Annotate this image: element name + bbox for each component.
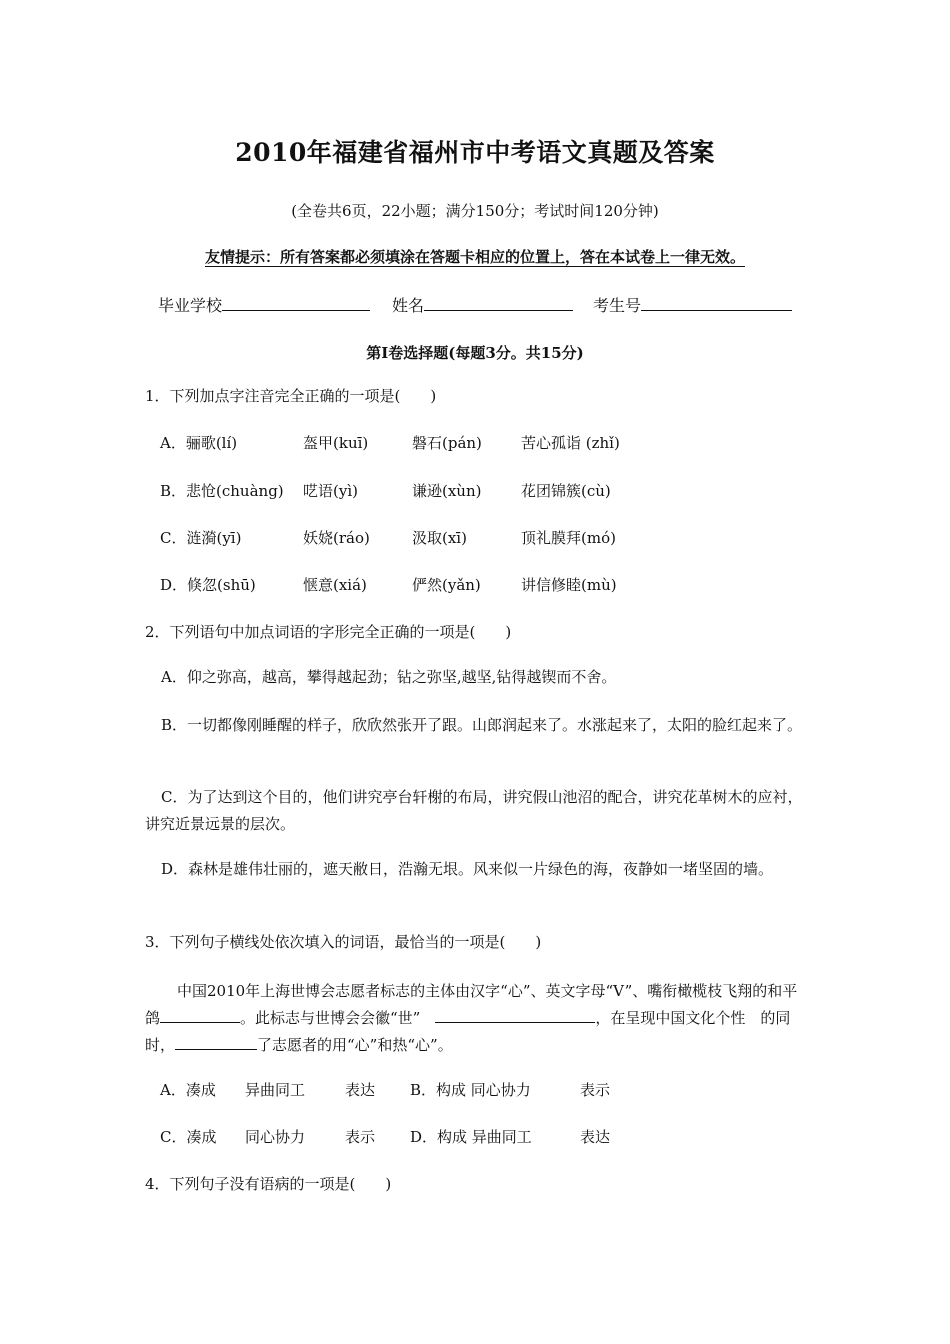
name-field [392,293,573,316]
q3-option-c-2: 同心协力 [245,1128,306,1146]
q1-option-a-1: A．骊歌(lí) [160,434,238,452]
q1-option-d-2: 惬意(xiá) [303,576,367,594]
exam-number-field [593,293,792,316]
q1-option-b-2: 呓语(yì) [303,482,358,500]
q3-passage-part-3: ，在呈现中国文化个性 的同时， [145,1009,791,1054]
q1-option-d-1: D．倏忽(shū) [160,576,256,594]
q1-option-a-3: 磐石(pán) [412,434,482,452]
q2-option-a: A．仰之弥高，越高，攀得越起劲；钻之弥坚,越坚,钻得越锲而不舍。 [161,668,617,686]
q3-option-b-2: 表示 [580,1081,611,1099]
q2-option-b: B．一切都像刚睡醒的样子，欣欣然张开了跟。山郎润起来了。水涨起来了，太阳的脸红起来了。 [161,716,803,734]
q3-option-c-3: 表示 [345,1128,376,1146]
q1-option-d-3: 俨然(yǎn) [412,576,481,594]
question-1-stem: 1．下列加点字注音完全正确的一项是( ) [145,387,437,405]
q3-option-d-2: 表达 [580,1128,611,1146]
q2-option-c: C．为了达到这个目的，他们讲究亭台轩榭的布局，讲究假山池沼的配合，讲究花革树木的应衬，讲究近景远景的层次。 [145,788,803,833]
q3-passage-part-4: 了志愿者的用“心”和热“心”。 [257,1036,453,1054]
q1-option-a-2: 盔甲(kuī) [303,434,369,452]
q3-blank-1 [160,1008,240,1023]
q1-option-c-1: C．涟漪(yī) [160,529,242,547]
school-label: 毕业学校 [158,296,223,315]
q1-option-c-4: 顶礼膜拜(mó) [521,529,616,547]
q3-option-d-1: D．构成 异曲同工 [410,1128,532,1146]
q1-option-c-2: 妖娆(ráo) [303,529,370,547]
section-title: 第Ⅰ卷选择题(每题3分。共15分) [366,344,584,362]
question-2-stem: 2．下列语句中加点词语的字形完全正确的一项是( ) [145,623,512,641]
exam-number-blank [641,296,792,311]
name-blank [424,296,573,311]
q3-passage-part-1: 中国2010年上海世博会志愿者标志的主体由汉字“心”、英文字母“V”、嘴衔橄榄枝飞翔的和平鸽 [145,982,798,1027]
q3-passage-part-2: 。此标志与世博会会徽“世” [240,1009,421,1027]
q3-option-a-3: 表达 [345,1081,376,1099]
q3-blank-2 [435,1008,595,1023]
q3-passage [145,978,810,1059]
q3-blank-3 [175,1035,257,1050]
q3-option-c-1: C．凑成 [160,1128,217,1146]
school-blank [222,296,370,311]
q3-option-a-1: A．凑成 [160,1081,216,1099]
exam-subtitle: (全卷共6页，22小题；满分150分；考试时间120分钟) [291,202,659,220]
question-4-stem: 4．下列句子没有语病的一项是( ) [145,1175,392,1193]
page-title: 2010年福建省福州市中考语文真题及答案 [235,138,715,167]
q1-option-b-4: 花团锦簇(cù) [521,482,611,500]
q1-option-c-3: 汲取(xī) [412,529,467,547]
q3-option-b-1: B．构成 同心协力 [410,1081,531,1099]
friendly-tip [0,246,950,267]
q1-option-b-1: B．悲怆(chuàng) [160,482,284,500]
question-3-stem: 3．下列句子横线处依次填入的词语，最恰当的一项是( ) [145,933,542,951]
name-label: 姓名 [392,296,425,315]
exam-number-label: 考生号 [593,296,642,315]
q1-option-d-4: 讲信修睦(mù) [521,576,617,594]
q1-option-b-3: 谦逊(xùn) [412,482,482,500]
school-field [158,293,370,316]
q1-option-a-4: 苦心孤诣 (zhǐ) [521,434,620,452]
friendly-tip-text: 友情提示：所有答案都必须填涂在答题卡相应的位置上，答在本试卷上一律无效。 [204,248,745,266]
q2-option-d: D．森林是雄伟壮丽的，遮天敝日，浩瀚无垠。风来似一片绿色的海，夜静如一堵坚固的墙。 [161,860,774,878]
q3-option-a-2: 异曲同工 [245,1081,306,1099]
